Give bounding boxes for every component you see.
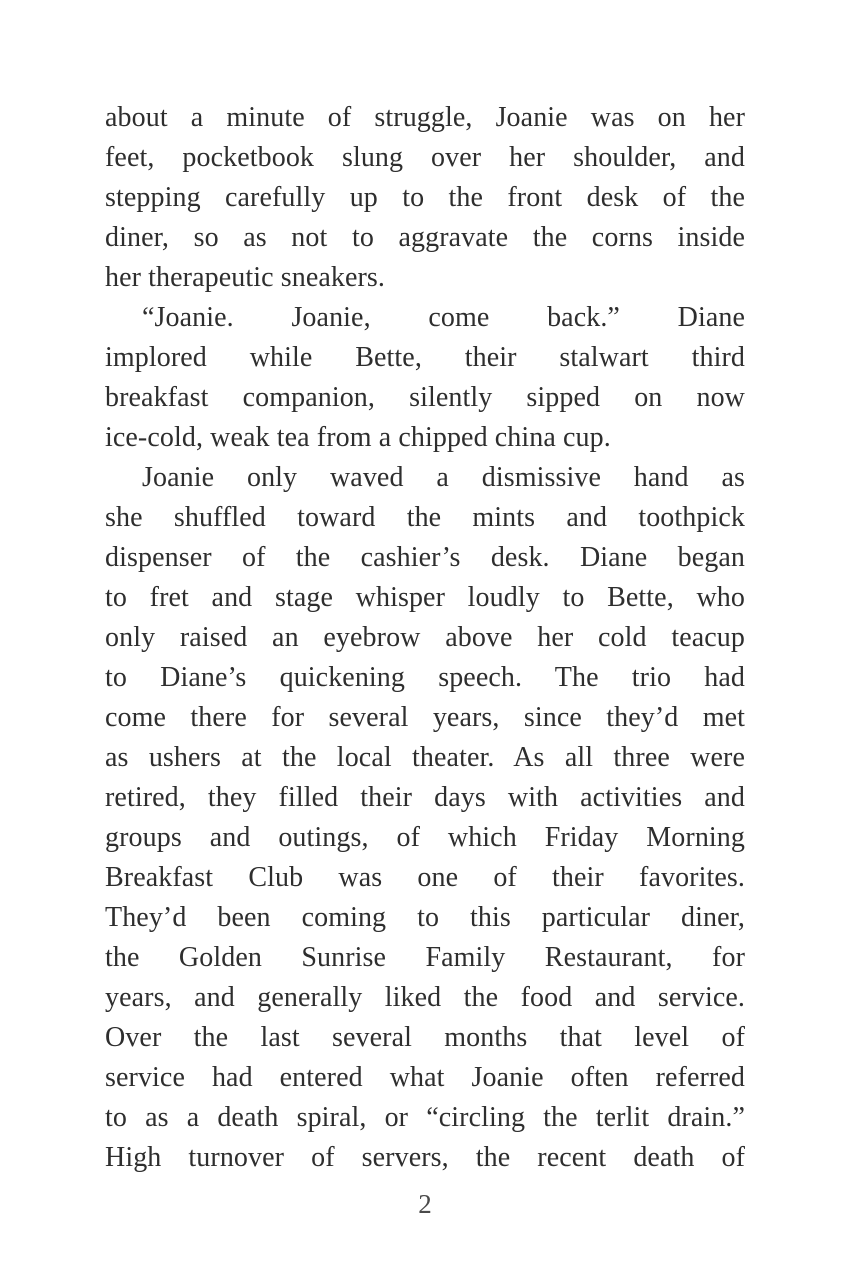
text-line: the Golden Sunrise Family Restaurant, for bbox=[105, 942, 745, 973]
text-line: Breakfast Club was one of their favorites. bbox=[105, 862, 745, 893]
text-line: ice-cold, weak tea from a chipped china cup. bbox=[105, 422, 611, 453]
text-line: her therapeutic sneakers. bbox=[105, 262, 386, 293]
text-line: to as a death spiral, or “circling the terlit drain.” bbox=[105, 1102, 745, 1133]
paragraph bbox=[105, 298, 745, 458]
text-line: she shuffled toward the mints and toothpick bbox=[105, 502, 745, 533]
text-line: “Joanie. Joanie, come back.” Diane bbox=[142, 302, 745, 333]
page-number: 2 bbox=[418, 1189, 432, 1219]
text-line: feet, pocketbook slung over her shoulder, and bbox=[105, 142, 745, 173]
text-line: only raised an eyebrow above her cold teacup bbox=[105, 622, 745, 653]
text-line: to Diane’s quickening speech. The trio had bbox=[105, 662, 745, 693]
text-line: High turnover of servers, the recent death of bbox=[105, 1142, 745, 1173]
text-line: years, and generally liked the food and service. bbox=[105, 982, 745, 1013]
text-line: They’d been coming to this particular diner, bbox=[105, 902, 745, 933]
text-line: breakfast companion, silently sipped on now bbox=[105, 382, 745, 413]
text-line: service had entered what Joanie often referred bbox=[105, 1062, 745, 1093]
text-line: stepping carefully up to the front desk of the bbox=[105, 182, 745, 213]
text-line: Joanie only waved a dismissive hand as bbox=[142, 462, 745, 493]
text-line: diner, so as not to aggravate the corns inside bbox=[105, 222, 745, 253]
paragraph bbox=[105, 98, 745, 298]
text-line: to fret and stage whisper loudly to Bette, who bbox=[105, 582, 745, 613]
text-line: dispenser of the cashier’s desk. Diane began bbox=[105, 542, 745, 573]
text-line: implored while Bette, their stalwart third bbox=[105, 342, 745, 373]
text-line: as ushers at the local theater. As all three were bbox=[105, 742, 745, 773]
text-line: come there for several years, since they’d met bbox=[105, 702, 745, 733]
text-line: about a minute of struggle, Joanie was on her bbox=[105, 102, 745, 133]
paragraph bbox=[105, 458, 745, 1178]
text-line: Over the last several months that level of bbox=[105, 1022, 745, 1053]
text-line: groups and outings, of which Friday Morning bbox=[105, 822, 745, 853]
text-line: retired, they filled their days with activities and bbox=[105, 782, 745, 813]
text-block bbox=[105, 98, 745, 1178]
